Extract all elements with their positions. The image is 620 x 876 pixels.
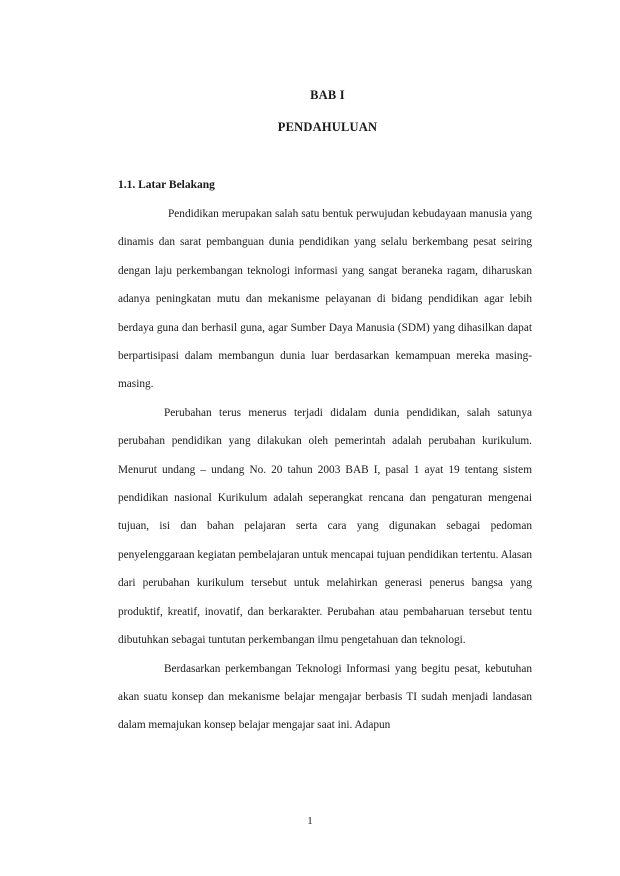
- paragraph: Pendidikan merupakan salah satu bentuk perwujudan kebudayaan manusia yang dinamis dan sarat pembanguan dunia pendidikan yang selalu berkembang pesat seiring dengan laju perkembangan teknologi informasi yang sangat beraneka ragam, diharuskan adanya peningkatan mutu dan mekanisme pelayanan di bidang pendidikan agar lebih berdaya guna dan berhasil guna, agar Sumber Daya Manusia (SDM) yang dihasilkan dapat berpartisipasi dalam membangun dunia luar berdasarkan kemampuan mereka masing-masing.: [118, 208, 532, 391]
- body-text: [118, 200, 532, 740]
- section-heading: 1.1. Latar Belakang: [118, 179, 215, 191]
- page-number: 1: [307, 815, 313, 827]
- chapter-number: BAB I: [310, 88, 345, 102]
- paragraph: Perubahan terus menerus terjadi didalam dunia pendidikan, salah satunya perubahan pendidikan yang dilakukan oleh pemerintah adalah perubahan kurikulum. Menurut undang – undang No. 20 tahun 2003 BAB I, pasal 1 ayat 19 tentang sistem pendidikan nasional Kurikulum adalah seperangkat rencana dan pengaturan mengenai tujuan, isi dan bahan pelajaran serta cara yang digunakan sebagai pedoman penyelenggaraan kegiatan pembelajaran untuk mencapai tujuan pendidikan tertentu. Alasan dari perubahan kurikulum tersebut untuk melahirkan generasi penerus bangsa yang produktif, kreatif, inovatif, dan berkarakter. Perubahan atau pembaharuan tersebut tentu dibutuhkan sebagai tuntutan perkembangan ilmu pengetahuan dan teknologi.: [118, 406, 532, 647]
- chapter-title: PENDAHULUAN: [277, 120, 378, 134]
- paragraph: Berdasarkan perkembangan Teknologi Informasi yang begitu pesat, kebutuhan akan suatu konsep dan mekanisme belajar mengajar berbasis TI sudah menjadi landasan dalam memajukan konsep belajar mengajar saat ini. Adapun: [118, 662, 532, 732]
